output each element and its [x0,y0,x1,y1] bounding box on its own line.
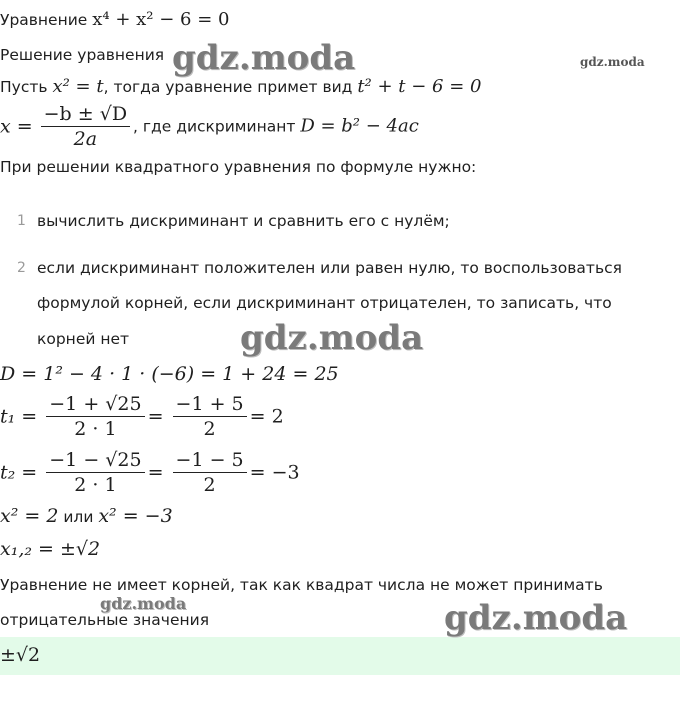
back-sub-or: или [58,508,99,526]
watermark-middle: gdz.moda [240,318,424,358]
substitution-middle: , тогда уравнение примет вид [103,78,358,96]
list-item-2-line-1: если дискриминант положителен или равен нулю, то воспользоваться [37,259,622,277]
t2-denominator-2: 2 [203,474,216,494]
watermark-small-bottom: gdz.moda [100,594,187,613]
roots-expression: x₁,₂ = ±√2 [0,538,101,560]
list-item-2-line-2: формулой корней, если дискриминант отрицателен, то записать, что [37,294,612,312]
formula-fraction [41,102,130,147]
back-sub-a: x² = 2 [0,505,59,527]
substitution-line [0,75,482,99]
discriminant-computation: D = 1² − 4 · 1 · (−6) = 1 + 24 = 25 [0,363,339,385]
t1-fraction-2 [173,392,247,441]
t1-lhs: t₁ = [0,405,38,428]
substituted-equation: t² + t − 6 = 0 [357,76,482,97]
t1-numerator-1: −1 + √25 [46,392,144,417]
t2-lhs: t₂ = [0,461,38,484]
t1-numerator-2: −1 + 5 [173,392,247,417]
instruction-text: При решении квадратного уравнения по формуле нужно: [0,158,477,176]
list-number-1: 1 [17,213,26,229]
equation-title [0,8,229,32]
original-equation: x⁴ + x² − 6 = 0 [92,9,230,30]
t2-numerator-1: −1 − √25 [46,448,144,473]
formula-middle: , где дискриминант [133,117,301,136]
t1-fraction-1 [46,392,144,441]
formula-numerator: −b ± √D [41,102,130,127]
solution-label: Решение уравнения [0,46,165,64]
t2-computation: t₂ = $\frac{-1 - √25}{2 \cdot 1}$ = $\frac{-1 - 5}{2}$ = −3 [0,448,300,494]
t2-fraction-2 [173,448,247,494]
quadratic-formula-line [0,102,419,147]
formula-lhs: x = [0,115,33,138]
watermark-large-bottom: gdz.moda [444,598,628,638]
back-substitution [0,504,173,528]
answer-block [0,637,680,675]
list-item-2-line-3: корней нет [37,330,130,348]
t1-denominator-1: 2 · 1 [74,418,117,440]
list-number-2: 2 [17,260,26,276]
answer-value: ±√2 [0,644,41,666]
substitution-expr: x² = t [52,76,104,97]
list-item-1: вычислить дискриминант и сравнить его с нулём; [37,212,450,230]
t2-denominator-1: 2 · 1 [74,474,117,494]
substitution-prefix: Пусть [0,78,53,96]
t1-computation: t₁ = $\frac{-1 + √25}{2 \cdot 1}$ = $\frac{-1 + 5}{2}$ = 2 [0,393,284,440]
equation-title-prefix: Уравнение [0,11,93,29]
t1-result: = 2 [249,405,284,428]
t2-result: = −3 [249,461,300,484]
conclusion-line-2: отрицательные значения [0,611,210,629]
conclusion-line-1: Уравнение не имеет корней, так как квадрат числа не может принимать [0,576,603,594]
t2-numerator-2: −1 − 5 [173,448,247,473]
back-sub-b: x² = −3 [98,505,173,527]
discriminant-formula: D = b² − 4ac [300,115,419,137]
watermark-large-top: gdz.moda [172,38,356,78]
formula-denominator: 2a [73,128,98,147]
t1-denominator-2: 2 [203,418,216,440]
watermark-small-top-right: gdz.moda [580,55,645,69]
t2-fraction-1 [46,448,144,494]
